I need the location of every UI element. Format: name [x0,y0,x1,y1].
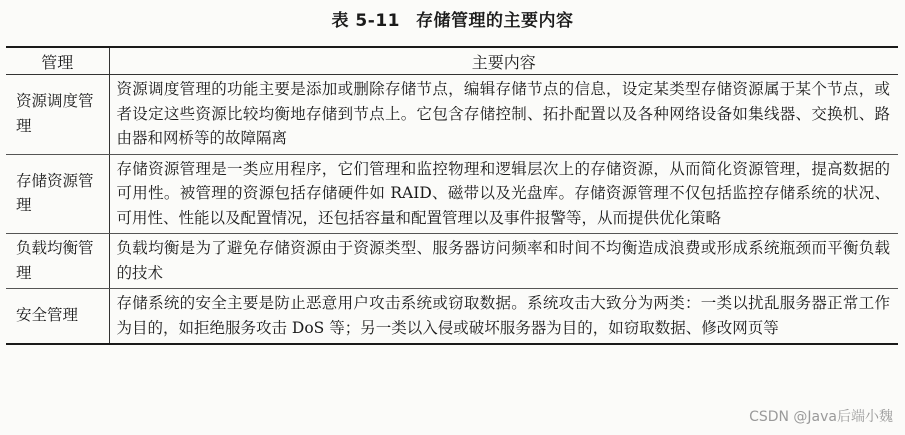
table-caption [0,6,905,31]
row-name: 存储资源管理 [6,154,109,234]
storage-management-table [6,46,898,345]
row-content: 存储资源管理是一类应用程序，它们管理和监控物理和逻辑层次上的存储资源，从而简化资源管理，提高数据的可用性。被管理的资源包括存储硬件如 RAID、磁带以及光盘库。存储资源管理不仅包括监控存储系统的状况、可用性、性能以及配置情况，还包括容量和配置管理以及事件报警等，从而提供优化策略 [109,154,898,234]
table-header-row [6,47,898,75]
table-title: 存储管理的主要内容 [415,11,574,31]
table-row [6,234,898,289]
row-content: 存储系统的安全主要是防止恶意用户攻击系统或窃取数据。系统攻击大致分为两类：一类以扰乱服务器正常工作为目的，如拒绝服务攻击 DoS 等；另一类以入侵或破坏服务器为目的，如窃取数据、修改网页等 [109,289,898,345]
csdn-watermark: CSDN @Java后端小魏 [749,409,893,425]
row-name: 安全管理 [6,289,109,345]
table-row [6,75,898,155]
row-content: 负载均衡是为了避免存储资源由于资源类型、服务器访问频率和时间不均衡造成浪费或形成系统瓶颈而平衡负载的技术 [109,234,898,289]
table-row [6,154,898,234]
row-name: 负载均衡管理 [6,234,109,289]
row-content: 资源调度管理的功能主要是添加或删除存储节点，编辑存储节点的信息，设定某类型存储资源属于某个节点，或者设定这些资源比较均衡地存储到节点上。它包含存储控制、拓扑配置以及各种网络设备如集线器、交换机、路由器和网桥等的故障隔离 [109,75,898,155]
header-management: 管理 [6,47,109,75]
table-number: 表 5-11 [331,11,400,31]
row-name: 资源调度管理 [6,75,109,155]
table-row [6,289,898,345]
header-main-content: 主要内容 [109,47,898,75]
